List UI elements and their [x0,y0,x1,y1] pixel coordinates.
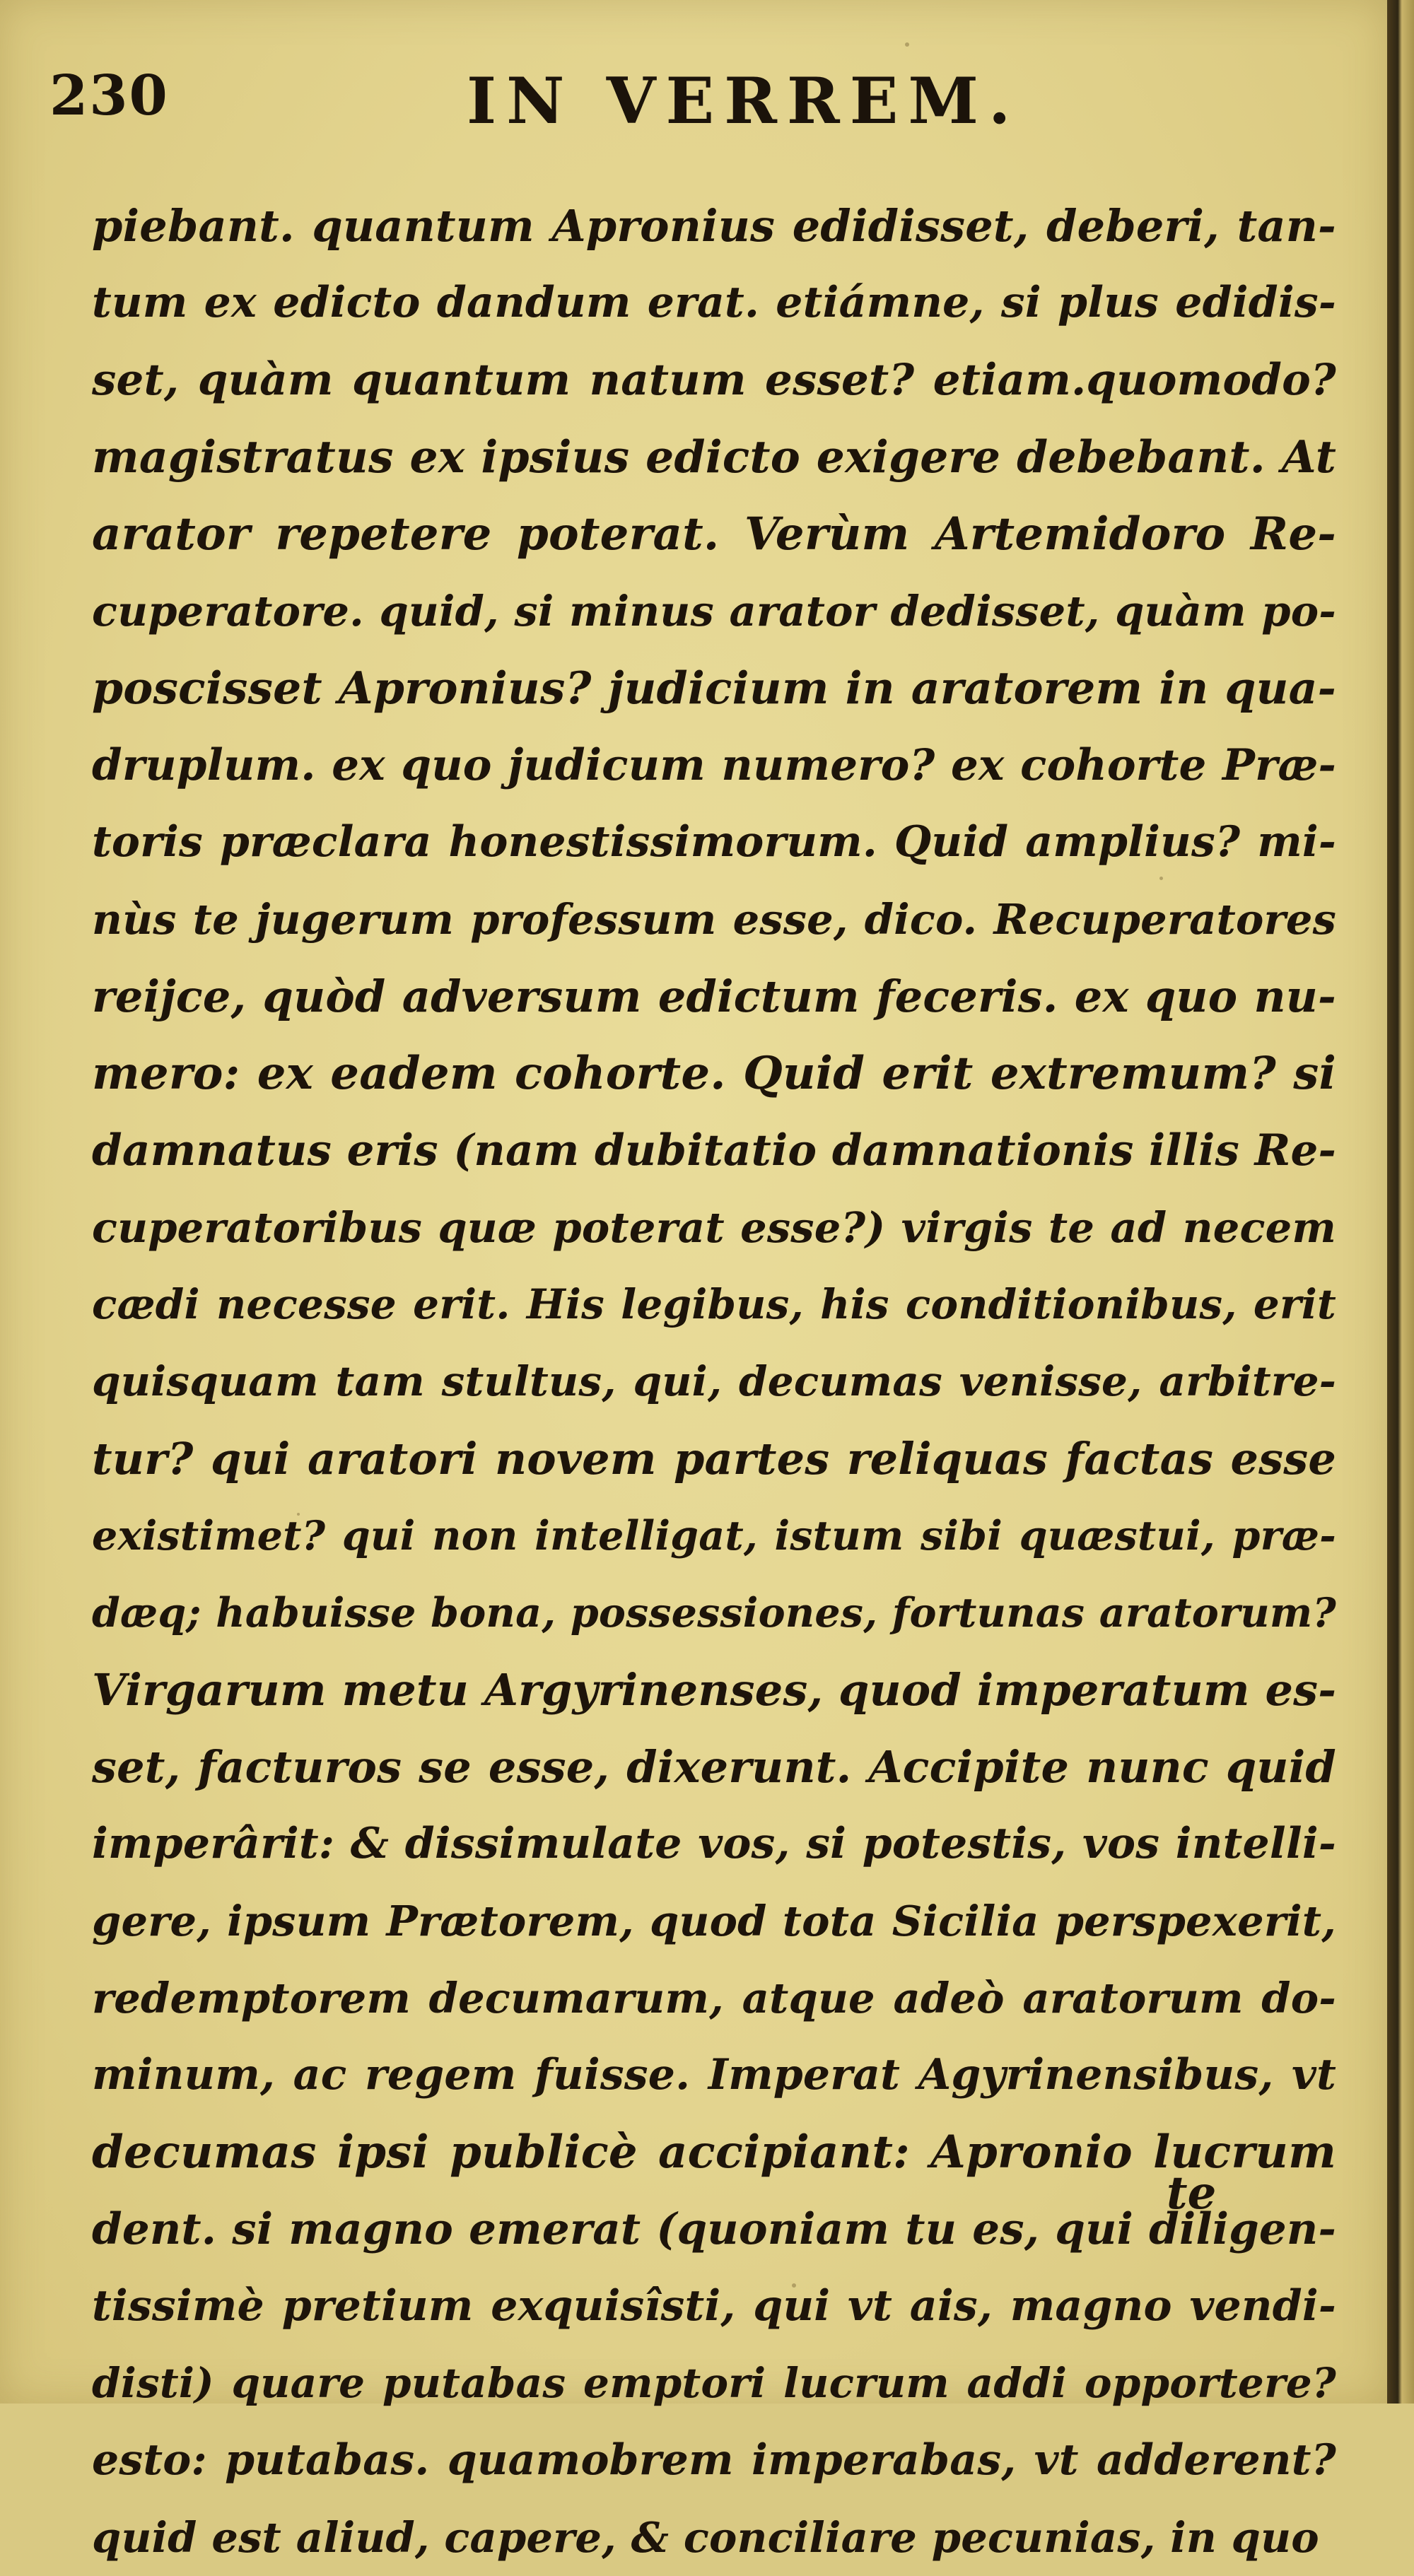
text-line: tum ex edicto dandum erat. etiámne, si plus edidis- [92,278,1336,327]
text-line: redemptorem decumarum, atque adeò aratorum do- [92,1974,1336,2022]
text-line: reijce, quòd adversum edictum feceris. ex quo nu- [92,971,1336,1022]
text-line: magistratus ex ipsius edicto exigere debebant. At [92,431,1336,483]
text-line: cuperatore. quid, si minus arator dedisset, quàm po- [92,587,1336,636]
text-line: set, quàm quantum natum esset? etiam.quomodo? [92,355,1336,405]
text-line: set, facturos se esse, dixerunt. Accipite nunc quid [92,1741,1336,1793]
paper-speck [792,2283,796,2288]
page-edge [1387,0,1414,2404]
text-line: poscisset Apronius? judicium in aratorem in qua- [92,662,1336,714]
text-line: quid est aliud, capere, & conciliare pecunias, in quo [92,2513,1319,2562]
text-line: gere, ipsum Prætorem, quod tota Sicilia perspexerit, [92,1897,1336,1945]
text-line: disti) quare putabas emptori lucrum addi opportere? [92,2359,1336,2407]
text-line: damnatus eris (nam dubitatio damnationis illis Re- [92,1125,1336,1176]
text-line: toris præclara honestissimorum. Quid amplius? mi- [92,817,1336,867]
catchword: te [1167,2167,1217,2220]
running-head [0,64,1387,170]
paper-speck [905,42,909,47]
text-line: decumas ipsi publicè accipiant: Apronio lucrum [92,2126,1336,2179]
paper-speck [1159,877,1163,880]
text-line: nùs te jugerum professum esse, dico. Recuperatores [92,895,1336,944]
text-line: dent. si magno emerat (quoniam tu es, qui diligen- [92,2204,1336,2254]
text-line: piebant. quantum Apronius edidisset, deberi, tan- [92,200,1336,252]
paper-speck [297,1513,300,1516]
text-line: Virgarum metu Argyrinenses, quod imperatum es- [92,1664,1337,1716]
text-line: existimet? qui non intelligat, istum sibi quæstui, præ- [92,1512,1336,1559]
body-text [92,187,1336,2576]
text-line: minum, ac regem fuisse. Imperat Agyrinensibus, vt [92,2050,1336,2100]
text-line: druplum. ex quo judicum numero? ex cohorte Præ- [92,740,1336,790]
text-line: esto: putabas. quamobrem imperabas, vt adderent? [92,2435,1336,2485]
text-line: cuperatoribus quæ poterat esse?) virgis te ad necem [92,1203,1336,1252]
text-line: arator repetere poterat. Verùm Artemidoro Re- [92,508,1336,561]
text-line: mero: ex eadem cohorte. Quid erit extremum? si [92,1047,1336,1100]
text-line: imperârit: & dissimulate vos, si potestis, vos intelli- [92,1819,1336,1868]
text-line: tissimè pretium exquisîsti, qui vt ais, magno vendi- [92,2281,1336,2331]
running-head-title: IN VERREM. [467,64,1021,139]
text-line: dæq; habuisse bona, possessiones, fortunas aratorum? [92,1589,1336,1637]
text-line: tur? qui aratori novem partes reliquas factas esse [92,1433,1336,1485]
page-number: 230 [49,64,169,128]
text-line: cædi necesse erit. His legibus, his conditionibus, erit [92,1280,1336,1328]
text-line: quisquam tam stultus, qui, decumas venisse, arbitre- [92,1357,1336,1405]
